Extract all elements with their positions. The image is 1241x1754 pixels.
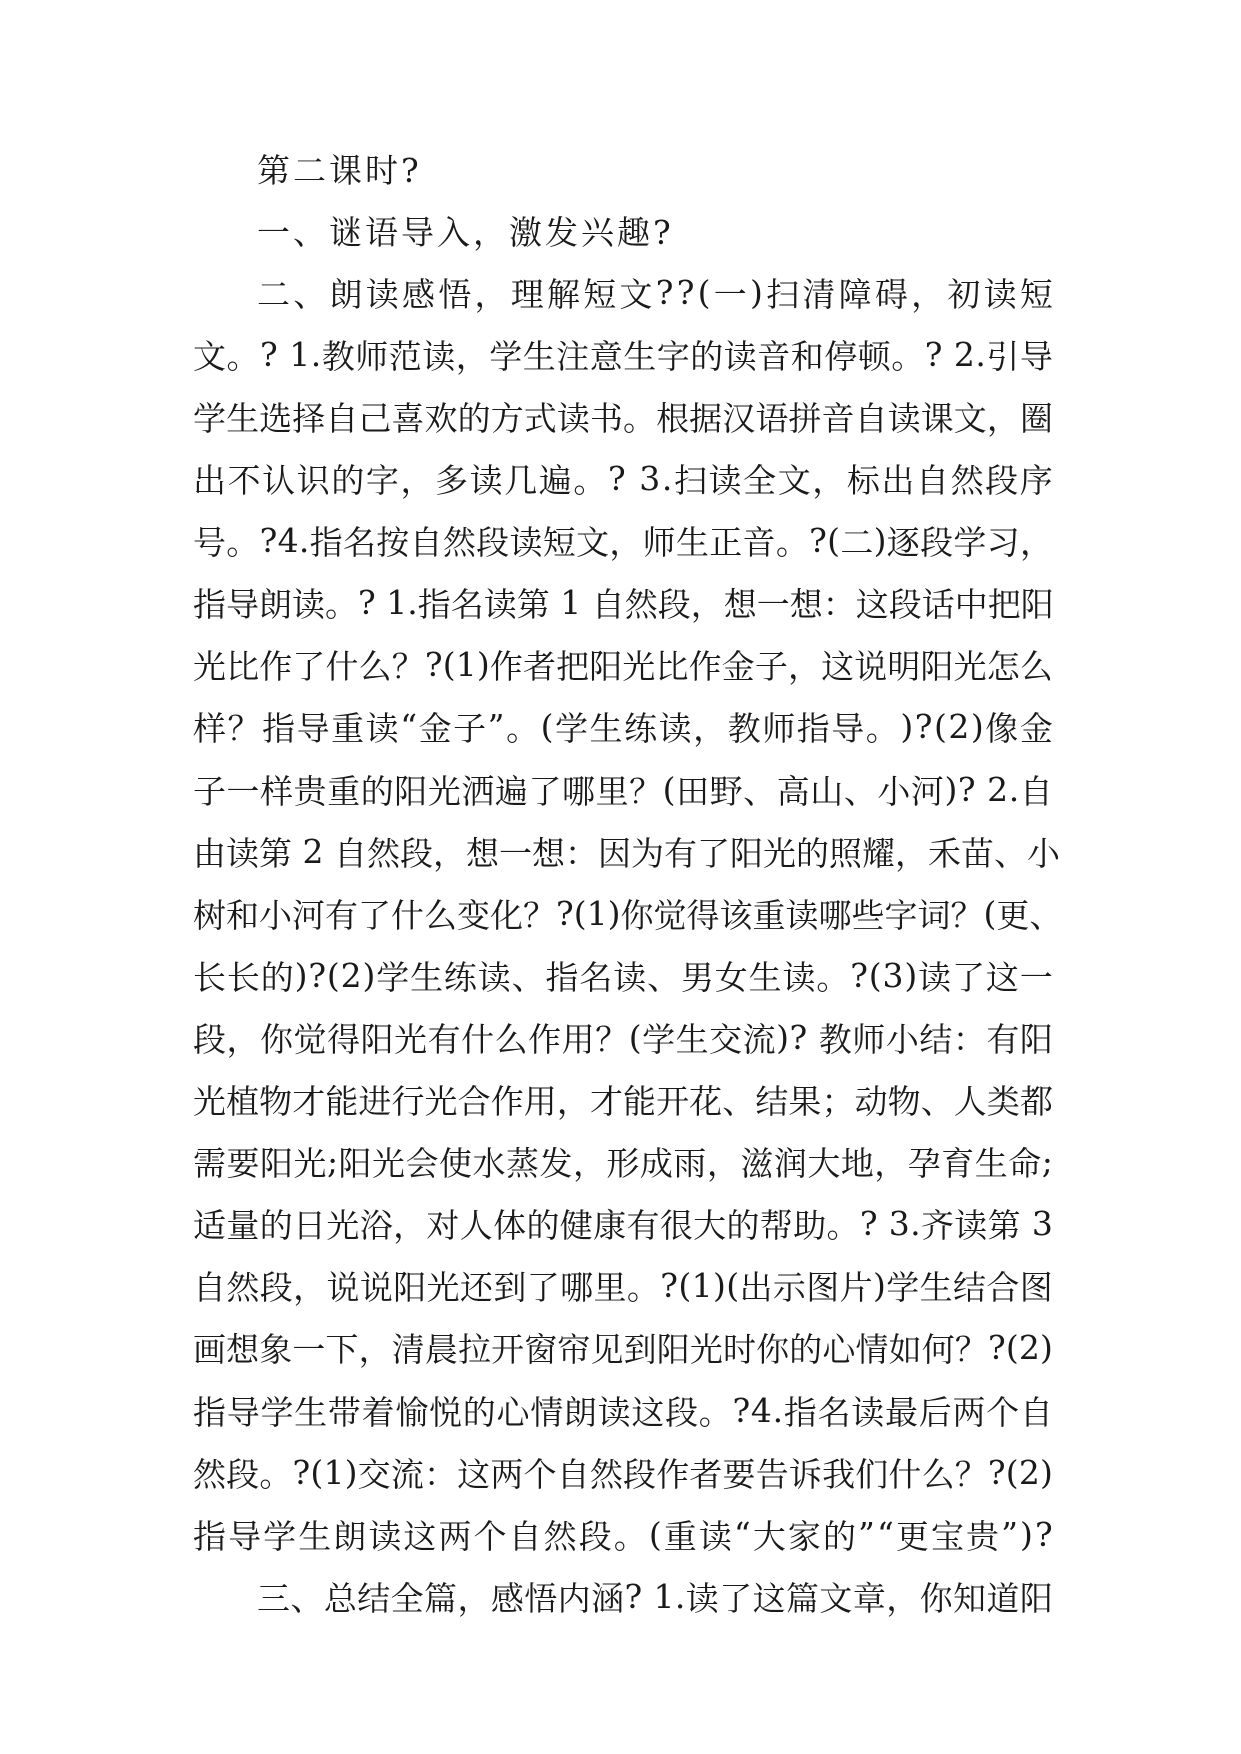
text-line: 光 植 物 才 能 进 行 光 合 作 用 ， 才 能 开 花 、 结 果 ； 动 物 、 人 类 都 [193, 1082, 1053, 1121]
text-line: 指 导 学 生 带 着 愉 悦 的 心 情 朗 读 这 段 。 ? 4 . 指 名 读 最 后 两 个 自 [193, 1390, 1053, 1432]
text-line: 树 和 小 河 有 了 什 么 变 化 ？ ? ( 1 ) 你 觉 得 该 重 读 哪 些 字 词 ？ ( 更 、 [193, 893, 1063, 935]
text-line: 一、谜语导入，激发兴趣? [257, 212, 674, 252]
text-line: 自 然 段 ， 说 说 阳 光 还 到 了 哪 里 。 ? ( 1 ) ( 出 示 图 片 ) 学 生 结 合 图 [193, 1266, 1053, 1308]
text-line: 指 导 学 生 朗 读 这 两 个 自 然 段 。 ( 重 读 “ 大 家 的 ” “ 更 宝 贵 ” ) ? [193, 1514, 1053, 1556]
text-line: 适 量 的 日 光 浴 ， 对 人 体 的 健 康 有 很 大 的 帮 助 。 ? 3 . 齐 读 第 3 [193, 1204, 1053, 1246]
text-line: 二 、 朗 读 感 悟 ， 理 解 短 文 ? ? ( 一 ) 扫 清 障 碍 ， 初 读 短 [257, 272, 1053, 314]
text-line: 画 想 象 一 下 ， 清 晨 拉 开 窗 帘 见 到 阳 光 时 你 的 心 情 如 何 ？ ? ( 2 ) [193, 1328, 1053, 1370]
text-line: 样 ？ 指 导 重 读 “ 金 子 ” 。 ( 学 生 练 读 ， 教 师 指 导 。 ) ? ( 2 ) 像 金 [193, 707, 1053, 749]
text-line: 光 比 作 了 什 么 ？ ? ( 1 ) 作 者 把 阳 光 比 作 金 子 ， 这 说 明 阳 光 怎 么 [193, 645, 1053, 687]
text-line: 指 导 朗 读 。 ? 1 . 指 名 读 第 1 自 然 段 ， 想 一 想 ： 这 段 话 中 把 阳 [193, 583, 1054, 625]
text-line: 文 。 ? 1 . 教 师 范 读 ， 学 生 注 意 生 字 的 读 音 和 停 顿 。 ? 2 . 引 导 [193, 334, 1053, 376]
text-line: 号 。 ? 4 . 指 名 按 自 然 段 读 短 文 ， 师 生 正 音 。 ? ( 二 ) 逐 段 学 习 ， [193, 521, 1053, 563]
text-line: 长 长 的 ) ? ( 2 ) 学 生 练 读 、 指 名 读 、 男 女 生 读 。 ? ( 3 ) 读 了 这 一 [193, 955, 1053, 997]
text-line: 需 要 阳 光 ; 阳 光 会 使 水 蒸 发 ， 形 成 雨 ， 滋 润 大 地 ， 孕 育 生 命 ; [193, 1142, 1053, 1184]
text-line: 出 不 认 识 的 字 ， 多 读 几 遍 。 ? 3 . 扫 读 全 文 ， 标 出 自 然 段 序 [193, 459, 1053, 500]
text-line: 段 ， 你 觉 得 阳 光 有 什 么 作 用 ？ ( 学 生 交 流 ) ? 教 师 小 结 ： 有 阳 [193, 1017, 1053, 1059]
text-line: 子 一 样 贵 重 的 阳 光 洒 遍 了 哪 里 ？ ( 田 野 、 高 山 、 小 河 ) ? 2 . 自 [193, 769, 1053, 811]
text-line: 然 段 。 ? ( 1 ) 交 流 ： 这 两 个 自 然 段 作 者 要 告 诉 我 们 什 么 ？ ? ( 2 ) [193, 1452, 1053, 1494]
text-line: 三 、 总 结 全 篇 ， 感 悟 内 涵 ? 1 . 读 了 这 篇 文 章 ， 你 知 道 阳 [257, 1576, 1053, 1618]
text-line: 学 生 选 择 自 己 喜 欢 的 方 式 读 书 。 根 据 汉 语 拼 音 自 读 课 文 ， 圈 [193, 398, 1053, 438]
text-line: 第二课时? [257, 150, 422, 190]
text-line: 由 读 第 2 自 然 段 ， 想 一 想 ： 因 为 有 了 阳 光 的 照 耀 ， 禾 苗 、 小 [193, 831, 1060, 873]
